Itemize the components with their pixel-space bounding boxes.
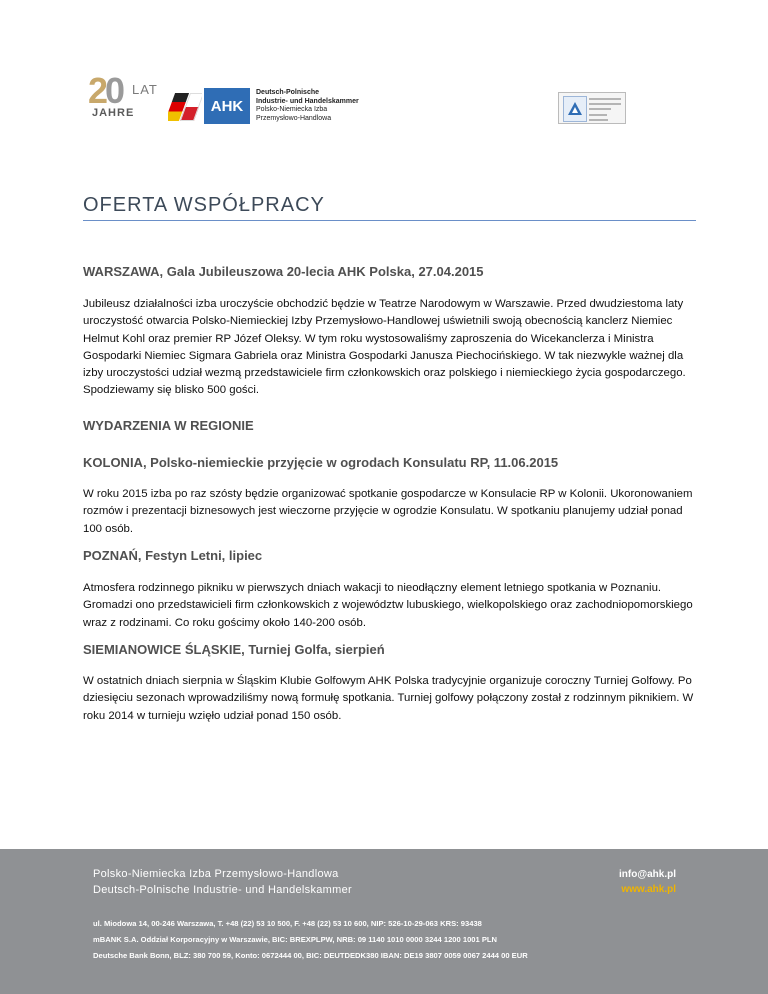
certification-badge [558, 92, 626, 124]
ahk-line1: Deutsch-Polnische [256, 89, 320, 96]
ahk-line2: Industrie- und Handelskammer [256, 97, 359, 105]
footer-address: ul. Miodowa 14, 00-246 Warszawa, T. +48 (22) 53 10 500, F. +48 (22) 53 10 600, NIP: 526-10-29-063 KRS: 93438 [93, 919, 482, 928]
ahk-logo [168, 88, 359, 124]
section-text-warszawa: Jubileusz działalności izba uroczyście obchodzić będzie w Teatrze Narodowym w Warszawie. Przed dwudziestoma laty uroczystość otwarcia Polsko-Niemieckiej Izby Przemysłowo-Handlowej uświetnili swoją obecnością kanclerz Niemiec Helmut Kohl oraz premier RP Józef Oleksy. W tym roku wystosowaliśmy zaproszenia do Wicekanclerza i Ministra Gospodarki Niemiec Sigmara Gabriela oraz Ministra Gospodarki Janusza Piechocińskiego. W tak niezwykle ważnej dla izby uroczystości udział wezmą przedstawiciele firm członkowskich oraz polskiego i niemieckiego życia gospodarczego. Spodziewamy się blisko 500 gości. [83, 298, 686, 397]
footer [0, 849, 768, 994]
section-heading-siemianowice: SIEMIANOWICE ŚLĄSKIE, Turniej Golfa, sierpień [83, 642, 385, 657]
anniversary-logo [88, 70, 158, 122]
footer-org-pl: Polsko-Niemiecka Izba Przemysłowo-Handlowa [93, 868, 339, 880]
section-heading-kolonia: KOLONIA, Polsko-niemieckie przyjęcie w ogrodach Konsulatu RP, 11.06.2015 [83, 455, 559, 470]
section-heading-warszawa: WARSZAWA, Gala Jubileuszowa 20-lecia AHK Polska, 27.04.2015 [83, 264, 484, 279]
ahk-line4: Przemysłowo-Handlowa [256, 114, 332, 122]
footer-org-de: Deutsch-Polnische Industrie- und Handelskammer [93, 884, 352, 896]
region-heading: WYDARZENIA W REGIONIE [83, 418, 254, 433]
section-text-kolonia: W roku 2015 izba po raz szósty będzie organizować spotkanie gospodarcze w Konsulacie RP w Kolonii. Ukoronowaniem rozmów i prezentacji biznesowych jest wieczorne przyjęcie w ogrodzie Konsulatu. W spotkaniu planujemy udział ponad 100 osób. [83, 488, 693, 535]
title-divider [83, 220, 696, 221]
ahk-line3: Polsko-Niemiecka Izba [256, 106, 328, 113]
footer-bank-de: Deutsche Bank Bonn, BLZ: 380 700 59, Konto: 0672444 00, BIC: DEUTDEDK380 IBAN: DE19 3807 0059 0067 2444 00 EUR [93, 951, 528, 960]
footer-website-link[interactable]: www.ahk.pl [621, 884, 676, 895]
ahk-name [256, 89, 359, 123]
ahk-box: AHK [204, 88, 250, 124]
certification-icon [563, 96, 587, 122]
anniversary-jahre: JAHRE [92, 107, 135, 119]
section-text-poznan: Atmosfera rodzinnego pikniku w pierwszych dniach wakacji to nieodłączny element letniego spotkania w Poznaniu. Gromadzi ono przedstawicieli firm członkowskich z województw lubuskiego, wielkopolskiego oraz zachodniopomorskiego wraz z rodzinami. Co roku gościmy około 140-200 osób. [83, 582, 693, 629]
footer-bank-pl: mBANK S.A. Oddział Korporacyjny w Warszawie, BIC: BREXPLPW, NRB: 09 1140 1010 0000 3244 1200 1001 PLN [93, 935, 498, 944]
section-text-siemianowice: W ostatnich dniach sierpnia w Śląskim Klubie Golfowym AHK Polska tradycyjnie organizuje coroczny Turniej Golfowy. Po dziesięciu sezonach wprowadziliśmy nową formułę spotkania. Turniej golfowy połączony został z rodzinnym piknikiem. W roku 2014 w turnieju wzięło udział ponad 150 osób. [83, 675, 694, 722]
section-heading-poznan: POZNAŃ, Festyn Letni, lipiec [83, 548, 263, 563]
anniversary-number: 20 [88, 70, 123, 111]
page-title: OFERTA WSPÓŁPRACY [83, 194, 325, 216]
footer-email-link[interactable]: info@ahk.pl [619, 869, 676, 880]
anniversary-lat: LAT [132, 82, 158, 97]
flags-icon [168, 89, 202, 123]
certification-lines [589, 98, 621, 124]
